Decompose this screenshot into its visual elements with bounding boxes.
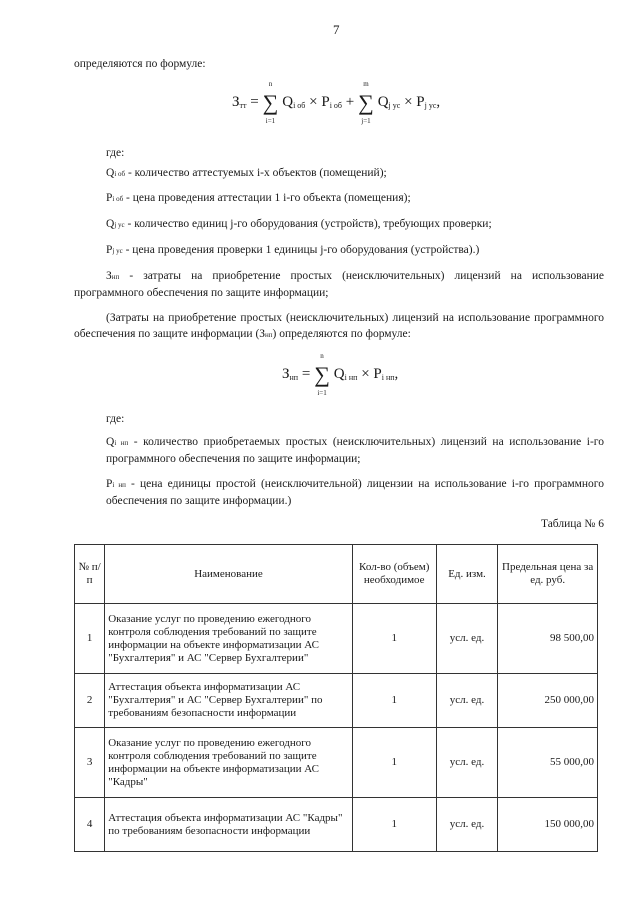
cell-unit: усл. ед. bbox=[436, 604, 498, 674]
table-row bbox=[75, 674, 598, 728]
licenses-cost-paragraph: Знп - затраты на приобретение простых (неисключительных) лицензий на использование программного обеспечения по защите информации; bbox=[74, 270, 604, 299]
cell-name: Аттестация объекта информатизации АС "Кадры" по требованиям безопасности информации bbox=[105, 798, 353, 852]
definition-line: Qi об - количество аттестуемых i-х объектов (помещений); bbox=[106, 167, 387, 179]
cell-name: Оказание услуг по проведению ежегодного контроля соблюдения требований по защите информации на объекте информатизации АС "Кадры" bbox=[105, 728, 353, 798]
cell-qty: 1 bbox=[352, 728, 436, 798]
header-name: Наименование bbox=[105, 545, 353, 604]
cell-num: 3 bbox=[75, 728, 105, 798]
formula-p1: P bbox=[321, 94, 330, 110]
formula-lhs: З bbox=[232, 94, 240, 110]
sum-upper-limit: n bbox=[268, 80, 273, 88]
cell-qty: 1 bbox=[352, 674, 436, 728]
cell-num: 1 bbox=[75, 604, 105, 674]
cell-name: Оказание услуг по проведению ежегодного контроля соблюдения требований по защите информации на объекте информатизации АС "Бухгалтерия" и АС "Сервер Бухгалтерии" bbox=[105, 604, 353, 674]
sum-lower-limit: j=1 bbox=[361, 117, 371, 125]
cell-price: 150 000,00 bbox=[498, 798, 598, 852]
formula-q1-sub: i об bbox=[293, 101, 306, 110]
cell-price: 55 000,00 bbox=[498, 728, 598, 798]
licenses-formula-intro: (Затраты на приобретение простых (неисключительных) лицензий на использование программного обеспечения по защите информации (Знп) определяются по формуле: bbox=[74, 312, 604, 340]
cell-unit: усл. ед. bbox=[436, 674, 498, 728]
table-header-row bbox=[75, 545, 598, 604]
intro-text: определяются по формуле: bbox=[74, 58, 206, 70]
comma: , bbox=[394, 366, 399, 382]
cell-qty: 1 bbox=[352, 798, 436, 852]
header-price: Предельная цена за ед. руб. bbox=[498, 545, 598, 604]
where-label: где: bbox=[106, 413, 125, 425]
page-number: 7 bbox=[333, 22, 340, 37]
formula-q1: Q bbox=[282, 94, 294, 110]
cell-num: 2 bbox=[75, 674, 105, 728]
definition-line: Qi нп - количество приобретаемых простых (неисключительных) лицензий на использование i-го программного обеспечения по защите информации; bbox=[106, 436, 604, 465]
formula-q-sub: i нп bbox=[344, 373, 358, 382]
times-sign: × bbox=[404, 94, 413, 110]
sum-symbol: ∑ n i=1 bbox=[314, 352, 330, 397]
comma: , bbox=[436, 94, 441, 110]
formula-p2-sub: j ус bbox=[424, 101, 437, 110]
sum-lower-limit: i=1 bbox=[317, 389, 327, 397]
header-qty: Кол-во (объем) необходимое bbox=[352, 545, 436, 604]
formula-p2: P bbox=[416, 94, 425, 110]
cell-price: 250 000,00 bbox=[498, 674, 598, 728]
cell-qty: 1 bbox=[352, 604, 436, 674]
definition-line: Pi нп - цена единицы простой (неисключительной) лицензии на использование i-го программного обеспечения по защите информации.) bbox=[106, 478, 604, 507]
formula-q2: Q bbox=[377, 94, 389, 110]
sum-lower-limit: i=1 bbox=[265, 117, 276, 125]
plus-sign: + bbox=[345, 94, 355, 110]
formula-licenses bbox=[282, 352, 399, 397]
sum-symbol: ∑ m j=1 bbox=[358, 80, 374, 125]
equals-sign: = bbox=[250, 94, 259, 110]
sum-upper-limit: n bbox=[320, 352, 324, 360]
header-unit: Ед. изм. bbox=[436, 545, 498, 604]
formula-lhs-sub: нп bbox=[289, 373, 299, 382]
table-caption: Таблица № 6 bbox=[540, 518, 604, 530]
definition-line: Pi об - цена проведения аттестации 1 i-го объекта (помещения); bbox=[106, 192, 411, 204]
cell-num: 4 bbox=[75, 798, 105, 852]
formula-lhs: З bbox=[282, 366, 290, 382]
formula-lhs-sub: тт bbox=[239, 101, 247, 110]
sum-upper-limit: m bbox=[363, 80, 369, 88]
definition-line: Qj ус - количество единиц j-го оборудования (устройств), требующих проверки; bbox=[106, 218, 492, 230]
cell-unit: усл. ед. bbox=[436, 728, 498, 798]
formula-q: Q bbox=[333, 366, 345, 382]
table-row bbox=[75, 604, 598, 674]
formula-p: P bbox=[373, 366, 382, 382]
times-sign: × bbox=[361, 366, 370, 382]
formula-p-sub: i нп bbox=[381, 373, 395, 382]
sum-symbol: ∑ n i=1 bbox=[262, 80, 279, 125]
header-num: № п/п bbox=[75, 545, 105, 604]
cell-price: 98 500,00 bbox=[498, 604, 598, 674]
where-label: где: bbox=[106, 147, 125, 159]
times-sign: × bbox=[309, 94, 318, 110]
cell-unit: усл. ед. bbox=[436, 798, 498, 852]
table-row bbox=[75, 798, 598, 852]
formula-attestation bbox=[232, 80, 441, 125]
equals-sign: = bbox=[301, 366, 311, 382]
definition-line: Pj ус - цена проведения проверки 1 единицы j-го оборудования (устройства).) bbox=[106, 244, 480, 256]
formula-q2-sub: j ус bbox=[388, 101, 401, 110]
table-row bbox=[75, 728, 598, 798]
formula-p1-sub: i об bbox=[329, 101, 342, 110]
cost-table bbox=[74, 544, 598, 852]
cell-name: Аттестация объекта информатизации АС "Бухгалтерия" и АС "Сервер Бухгалтерии" по требованиям безопасности информации bbox=[105, 674, 353, 728]
